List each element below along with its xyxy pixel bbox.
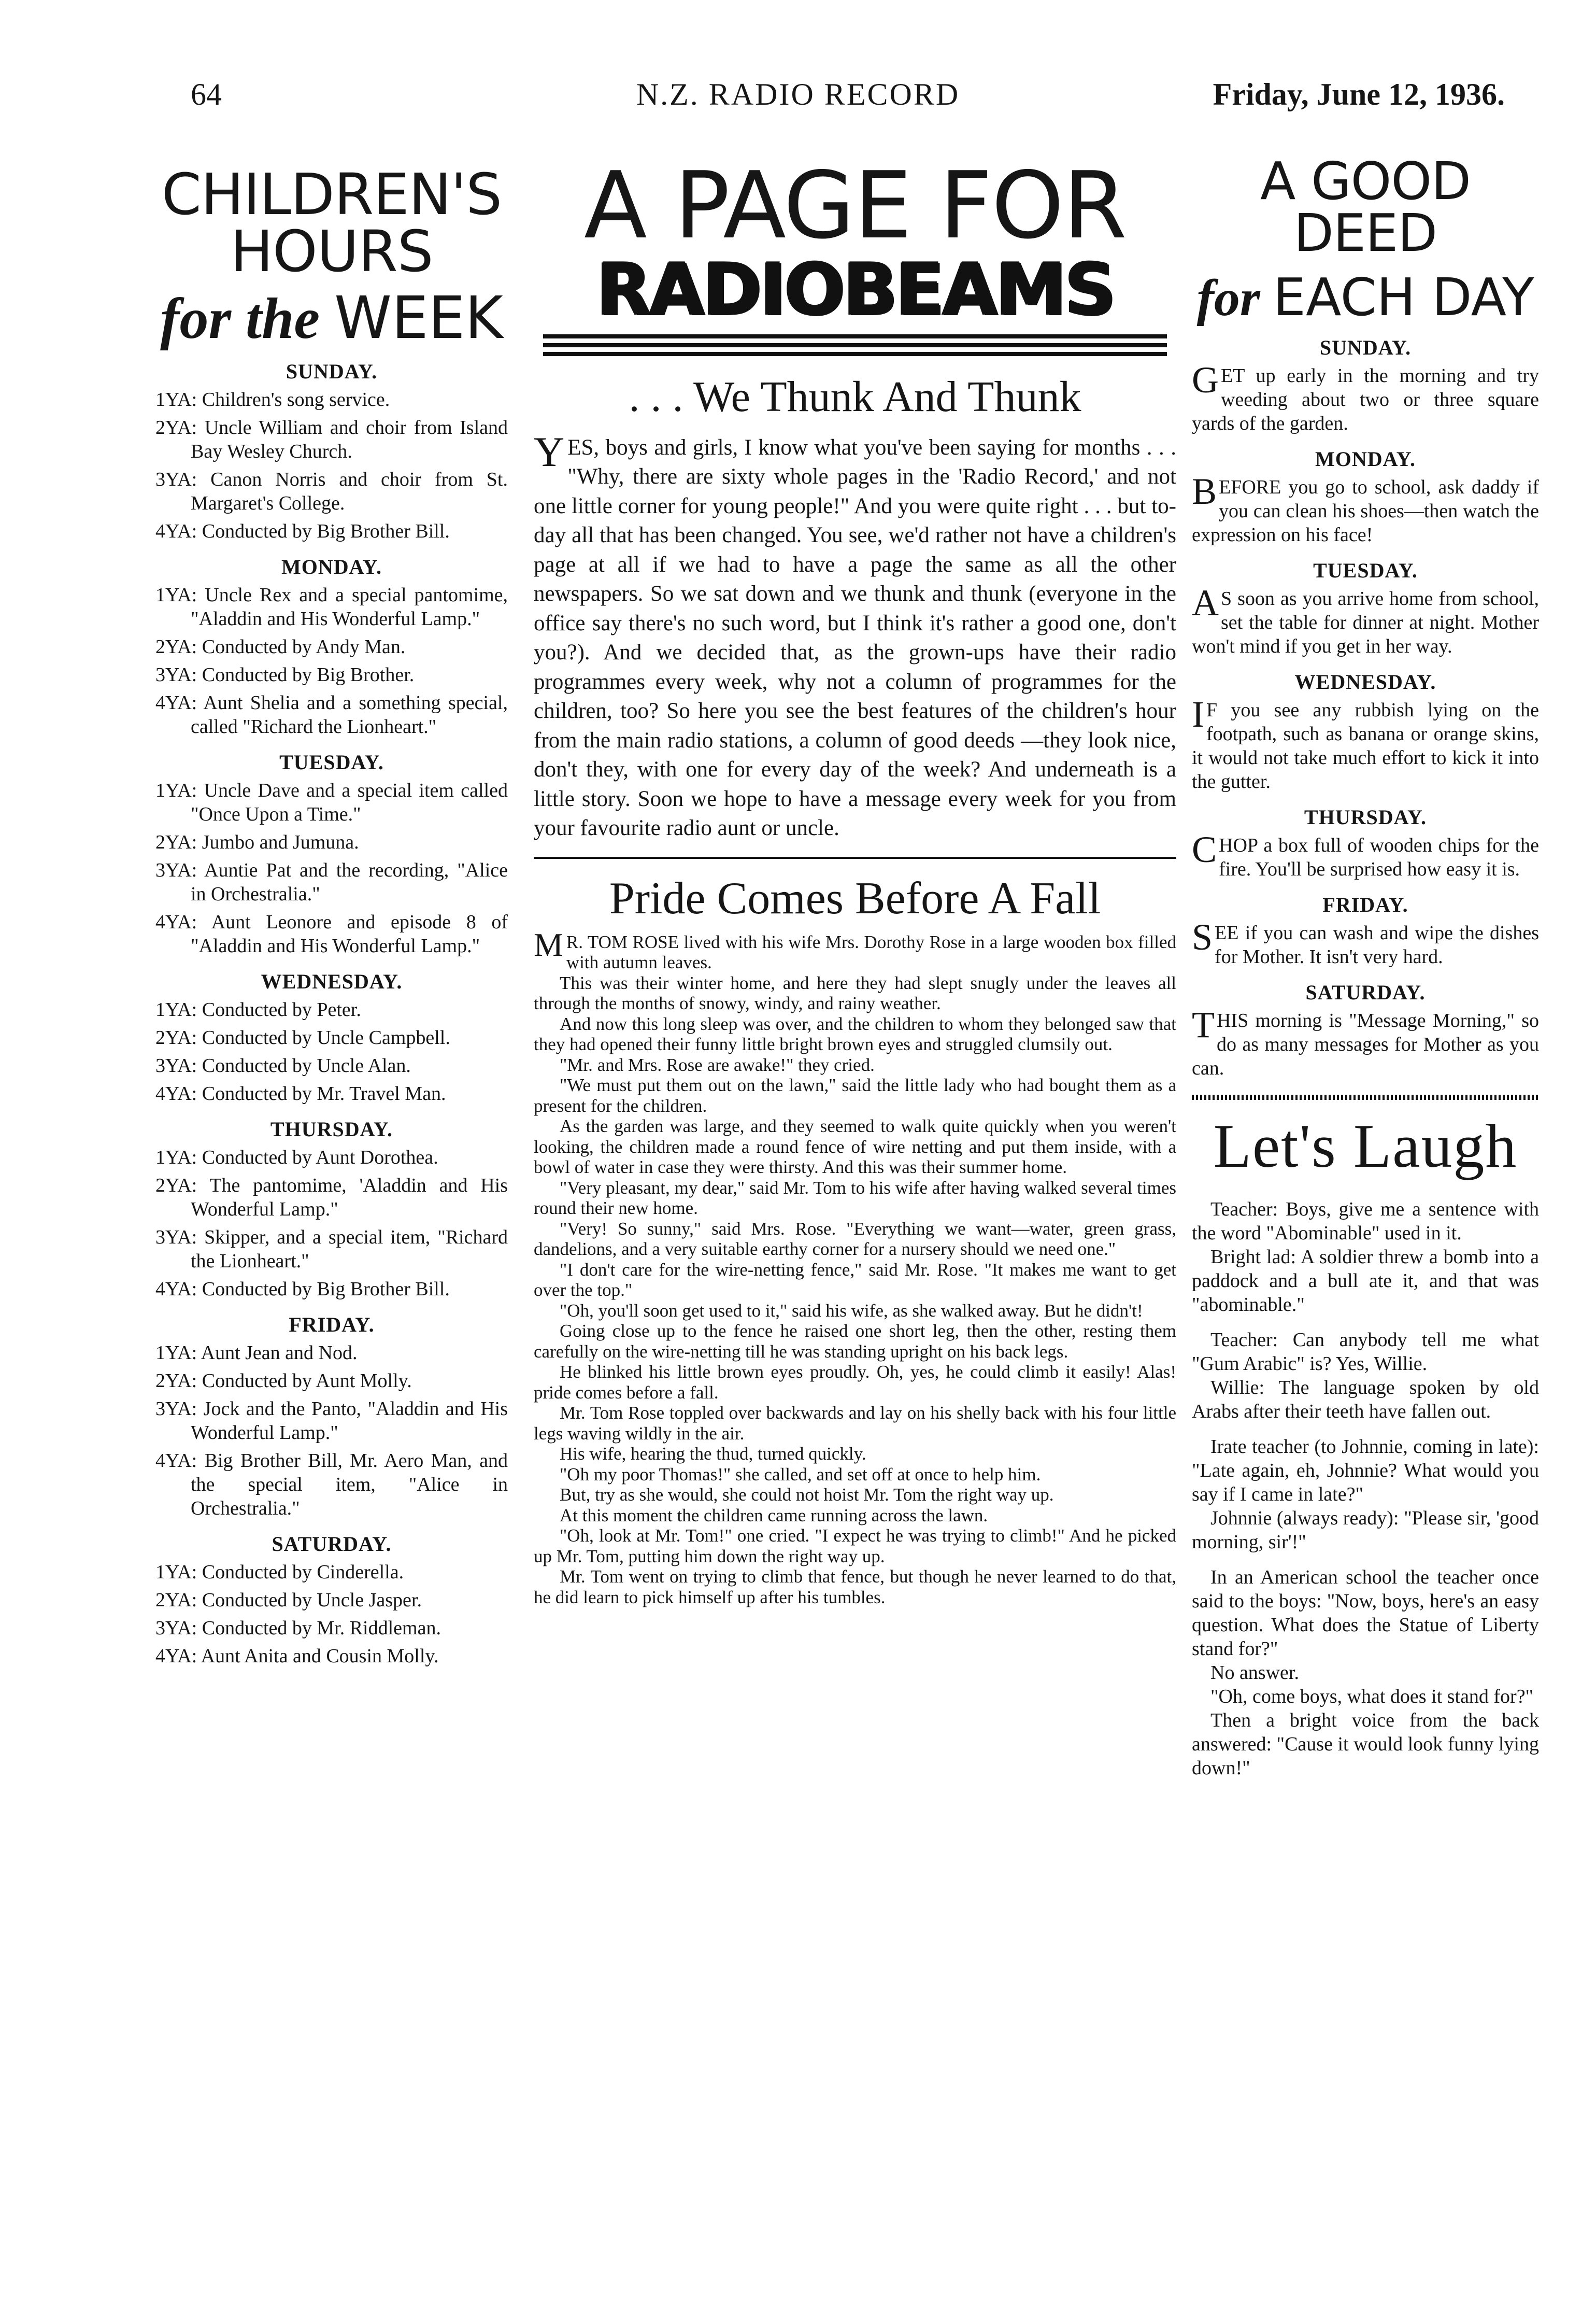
joke-line: No answer. [1210, 1662, 1299, 1684]
day-heading: THURSDAY. [270, 1118, 393, 1141]
story-paragraph-text: He blinked his little brown eyes proudly. Oh, yes, he could climb it easily! Alas! pride comes before a fall. [534, 1362, 1176, 1403]
deed-day-heading: SATURDAY. [1305, 981, 1426, 1004]
story-paragraph [534, 1055, 1176, 1076]
radiobeams-logo: RADIOBEAMS [596, 247, 1114, 331]
programme-item: 4YA: Big Brother Bill, Mr. Aero Man, and the special item, "Alice in Orchestralia." [155, 1450, 508, 1519]
joke [1192, 1435, 1539, 1554]
radiobeams-column [534, 152, 1176, 1607]
deed-day-heading: THURSDAY. [1304, 805, 1427, 829]
deed-body: HIS morning is "Message Morning," so do as many messages for Mother as you can. [1192, 1010, 1539, 1079]
programme-item: 3YA: Conducted by Big Brother. [155, 664, 415, 686]
joke-line: Willie: The language spoken by old Arabs after their teeth have fallen out. [1192, 1377, 1539, 1422]
story-paragraph-text: This was their winter home, and here they had slept snugly under the leaves all through the months of snowy, windy, and rainy weather. [534, 972, 1176, 1014]
deed-text [1192, 916, 1539, 969]
story-paragraph [534, 1219, 1176, 1260]
story-paragraph-text: "Oh, you'll soon get used to it," said his wife, as she walked away. But he didn't! [560, 1300, 1143, 1321]
deed-body: EFORE you go to school, ask daddy if you can clean his shoes—then watch the expression on his face! [1192, 476, 1539, 546]
joke [1192, 1328, 1539, 1423]
story-dropcap: M [534, 926, 563, 963]
joke [1192, 1197, 1539, 1317]
issue-date: Friday, June 12, 1936. [1213, 77, 1505, 111]
deed-day-heading: WEDNESDAY. [1294, 670, 1436, 694]
deed-day-heading: FRIDAY. [1322, 893, 1408, 916]
programme-item: 1YA: Uncle Rex and a special pantomime, "Aladdin and His Wonderful Lamp." [155, 584, 508, 630]
story-paragraph [534, 1444, 1176, 1464]
day-heading: WEDNESDAY. [261, 970, 403, 993]
day-heading: SATURDAY. [272, 1532, 392, 1556]
title-rules [543, 334, 1167, 356]
story-paragraph [534, 1116, 1176, 1178]
deed-text [1192, 1004, 1539, 1080]
intro-text: YES, boys and girls, I know what you've been saying for months . . . "Why, there are sixty whole pages in the 'Radio Record,' and not one little corner for young people!" And you were quite right . . . but to-day all that has been changed. You see, we'd rather not have a children's page at all if we had to have a page the same as all the other newspapers. So we sat down and we thunk and thunk (everyone in the office say there's no such word, but I think it's rather a good one, don't you?). And we decided that, as the grown-ups have their radio programmes every week, why not a column of programmes for the children, too? So here you see the best features of the children's hour from the main radio stations, a column of good deeds —they look nice, don't they, with one for every day of the week? And underneath is a little story. Soon we hope to have a message every week for you from your favourite radio aunt or uncle. [534, 428, 1176, 841]
deed-text [1192, 829, 1539, 881]
deed-list [1192, 335, 1539, 1080]
programme-item: 4YA: Aunt Leonore and episode 8 of "Aladdin and His Wonderful Lamp." [155, 911, 508, 957]
deed-body: ET up early in the morning and try weeding about two or three square yards of the garden. [1192, 365, 1539, 434]
programme-item: 1YA: Conducted by Aunt Dorothea. [155, 1147, 438, 1168]
joke-line: Teacher: Boys, give me a sentence with the word "Abominable" used in it. [1192, 1198, 1539, 1244]
deed-day-heading: SUNDAY. [1319, 336, 1412, 359]
day-heading: TUESDAY. [279, 751, 384, 774]
intro-heading: . . . We Thunk And Thunk [629, 372, 1081, 421]
story-paragraph [534, 1178, 1176, 1219]
deed-body: EE if you can wash and wipe the dishes for Mother. It isn't very hard. [1215, 922, 1539, 968]
deed-dropcap: T [1192, 1004, 1215, 1045]
joke [1192, 1565, 1539, 1780]
joke-line: Then a bright voice from the back answered: "Cause it would look funny lying down!" [1192, 1709, 1539, 1779]
deed-body: F you see any rubbish lying on the footpath, such as banana or orange skins, it would not take much effort to kick it into the gutter. [1192, 699, 1539, 793]
deed-dropcap: S [1192, 916, 1213, 958]
story-paragraph-text: And now this long sleep was over, and the children to whom they belonged saw that they had opened their funny little bright brown eyes and struggled clumsily out. [534, 1013, 1176, 1055]
good-deed-title: A GOOD DEED [1260, 151, 1471, 263]
story-paragraph-text: "Very pleasant, my dear," said Mr. Tom to his wife after having walked several times round their new home. [534, 1177, 1176, 1219]
story-paragraph-text: Mr. Tom Rose toppled over backwards and lay on his shelly back with his four little legs waving wildly in the air. [534, 1403, 1176, 1444]
story-paragraph-text: "Oh my poor Thomas!" she called, and set off at once to help him. [560, 1464, 1041, 1485]
story-paragraph-text: "Mr. and Mrs. Rose are awake!" they cried. [560, 1054, 875, 1075]
programme-item: 1YA: Conducted by Peter. [155, 999, 361, 1021]
story-paragraph-text: Going close up to the fence he raised one short leg, then the other, resting them carefully on the wire-netting till he was standing upright on his back legs. [534, 1321, 1176, 1362]
deed-dropcap: A [1192, 582, 1219, 624]
story-paragraph-text: At this moment the children came running across the lawn. [560, 1505, 988, 1525]
story-paragraph [534, 1566, 1176, 1607]
story-paragraph-text: R. TOM ROSE lived with his wife Mrs. Dorothy Rose in a large wooden box filled with autumn leaves. [566, 931, 1176, 973]
programme-item: 2YA: Conducted by Uncle Jasper. [155, 1589, 422, 1611]
page-number: 64 [191, 77, 222, 111]
lets-laugh-title: Let's Laugh [1213, 1111, 1518, 1180]
story-paragraph [534, 1075, 1176, 1116]
programme-item: 4YA: Aunt Shelia and a something special, called "Richard the Lionheart." [155, 692, 508, 738]
story-paragraph-text: "Oh, look at Mr. Tom!" one cried. "I expect he was trying to climb!" And he picked up Mr. Tom, putting him down the right way up. [534, 1525, 1176, 1566]
story-heading: Pride Comes Before A Fall [609, 873, 1101, 924]
story-paragraph [534, 1485, 1176, 1505]
story-paragraph-text: As the garden was large, and they seemed to walk quite quickly when you weren't looking, the children made a round fence of wire netting and put them inside, with a bowl of water in case they were thirsty. And this was their summer home. [534, 1116, 1176, 1178]
deed-body: HOP a box full of wooden chips for the fire. You'll be surprised how easy it is. [1219, 835, 1539, 880]
joke-line: "Oh, come boys, what does it stand for?" [1210, 1686, 1534, 1707]
story-text [534, 926, 1176, 1608]
programme-item: 4YA: Conducted by Big Brother Bill. [155, 520, 450, 542]
story-paragraph-text: But, try as she would, she could not hoist Mr. Tom the right way up. [560, 1485, 1054, 1505]
joke-line: Irate teacher (to Johnnie, coming in late): "Late again, eh, Johnnie? What would you say if I came in late?" [1192, 1436, 1539, 1505]
story-paragraph-text: His wife, hearing the thud, turned quickly. [560, 1444, 866, 1464]
programme-item: 3YA: Jock and the Panto, "Aladdin and His Wonderful Lamp." [155, 1398, 508, 1444]
programme-item: 4YA: Aunt Anita and Cousin Molly. [155, 1645, 439, 1667]
programme-item: 2YA: Uncle William and choir from Island Bay Wesley Church. [155, 417, 508, 462]
section-divider [534, 857, 1176, 859]
story-paragraph-text: "We must put them out on the lawn," said the little lady who had bought them as a present for the children. [534, 1075, 1176, 1116]
story-paragraph [534, 1321, 1176, 1362]
childrens-hours-title: CHILDREN'S HOURS for the WEEK [160, 161, 503, 352]
story-paragraph [534, 1260, 1176, 1301]
programme-item: 1YA: Children's song service. [155, 389, 390, 411]
publication-title: N.Z. RADIO RECORD [636, 77, 960, 111]
day-heading: SUNDAY. [286, 360, 378, 383]
programme-item: 4YA: Conducted by Big Brother Bill. [155, 1278, 450, 1300]
programme-item: 3YA: Conducted by Mr. Riddleman. [155, 1617, 441, 1639]
programme-item: 1YA: Uncle Dave and a special item called "Once Upon a Time." [155, 780, 508, 825]
programme-item: 2YA: Conducted by Uncle Campbell. [155, 1027, 450, 1049]
dotted-divider [1192, 1095, 1539, 1100]
story-paragraph [534, 973, 1176, 1014]
deed-text [1192, 582, 1539, 658]
joke-line: Bright lad: A soldier threw a bomb into a paddock and a bull ate it, and that was "abominable." [1192, 1246, 1539, 1316]
story-paragraph-text: "I don't care for the wire-netting fence," said Mr. Rose. "It makes me want to get over the top." [534, 1259, 1176, 1301]
programme-item: 3YA: Canon Norris and choir from St. Margaret's College. [155, 469, 508, 514]
story-paragraph [534, 926, 1176, 973]
programme-item: 3YA: Skipper, and a special item, "Richard the Lionheart." [155, 1226, 508, 1272]
deed-text [1192, 471, 1539, 547]
deed-dropcap: G [1192, 359, 1219, 401]
programme-item: 1YA: Aunt Jean and Nod. [155, 1342, 358, 1364]
programme-item: 2YA: Conducted by Aunt Molly. [155, 1370, 412, 1392]
programme-item: 2YA: Jumbo and Jumuna. [155, 831, 359, 853]
deed-dropcap: I [1192, 694, 1204, 735]
programme-item: 3YA: Auntie Pat and the recording, "Alice in Orchestralia." [155, 859, 508, 905]
deed-text [1192, 694, 1539, 794]
programme-item: 1YA: Conducted by Cinderella. [155, 1561, 404, 1583]
joke-line: In an American school the teacher once said to the boys: "Now, boys, here's an easy question. What does the Statue of Liberty stand for?" [1192, 1566, 1539, 1660]
story-paragraph [534, 1505, 1176, 1526]
programme-item: 2YA: Conducted by Andy Man. [155, 636, 406, 658]
story-paragraph [534, 1464, 1176, 1485]
deed-text [1192, 359, 1539, 435]
programme-list [155, 359, 508, 1668]
deed-day-heading: MONDAY. [1315, 447, 1416, 471]
programme-item: 4YA: Conducted by Mr. Travel Man. [155, 1083, 446, 1105]
joke-line: Johnnie (always ready): "Please sir, 'good morning, sir'!" [1192, 1507, 1539, 1553]
joke-list [1192, 1197, 1539, 1780]
programme-item: 3YA: Conducted by Uncle Alan. [155, 1055, 411, 1077]
deed-body: S soon as you arrive home from school, set the table for dinner at night. Mother won't mind if you get in her way. [1192, 588, 1539, 657]
story-paragraph [534, 1014, 1176, 1055]
deed-day-heading: TUESDAY. [1313, 559, 1418, 582]
programme-item: 2YA: The pantomime, 'Aladdin and His Wonderful Lamp." [155, 1175, 508, 1220]
story-paragraph-text: Mr. Tom went on trying to climb that fence, but though he never learned to do that, he did learn to pick himself up after his tumbles. [534, 1566, 1176, 1607]
story-paragraph [534, 1301, 1176, 1321]
story-paragraph [534, 1403, 1176, 1444]
page-title: A PAGE FOR [583, 152, 1127, 259]
good-deed-column: A GOOD DEED for EACH DAY SUNDAY. GET up early in the morning and try weeding about two or three square yards of the garden. MONDAY. BEFORE you go to school, ask daddy if you can clean his shoes—then watch the expression on his face! TUESDAY. A S soon as you arrive home from school, set the table for dinner at night. Mother won't mind if you get in her way. WEDNESDAY. I F you see any rubbish lying on the footpath, such as banana or orange skins, it would not take much effort to kick it into the gutter. THURSDAY. CHOP a box full of wooden chips for the fire. You'll be surprised how easy it is. FRIDAY. SEE if you can wash and wipe the dishes for Mother. It isn't very hard. SATURDAY. THIS morning is "Message Morning," so do as many messages for Mother as you can. Let's Laugh Teacher: Boys, give me a sentence with the word "Abominable" used in it. Bright lad: A soldier threw a bomb into a paddock and a bull ate it, and that was "abominable." Teacher: Can anybody tell me what "Gum Arabic" is? Yes, Willie. Willie: The language spoken by old Arabs after their teeth have fallen out. Irate teacher (to Johnnie, coming in late): "Late again, eh, Johnnie? What would you say if I came in late?" Johnnie (always ready): "Please sir, 'good morning, sir'!" In an American school the teacher once said to the boys: "Now, boys, here's an easy question. What does the Statue of Liberty stand for?" No answer. "Oh, come boys, what does it stand for?" Then a bright voice from the back answered: "Cause it would look funny lying down!" [1192, 151, 1539, 1779]
story-paragraph [534, 1525, 1176, 1566]
joke-line: Teacher: Can anybody tell me what "Gum Arabic" is? Yes, Willie. [1192, 1329, 1539, 1375]
day-heading: MONDAY. [281, 555, 382, 578]
childrens-hours-column [155, 161, 508, 1672]
day-heading: FRIDAY. [289, 1313, 375, 1336]
story-paragraph [534, 1362, 1176, 1403]
deed-dropcap: B [1192, 471, 1217, 512]
story-paragraph-text: "Very! So sunny," said Mrs. Rose. "Everything we want—water, green grass, dandelions, and a very suitable earthy corner for a nursery should we need one." [534, 1218, 1176, 1260]
deed-dropcap: C [1192, 829, 1217, 870]
